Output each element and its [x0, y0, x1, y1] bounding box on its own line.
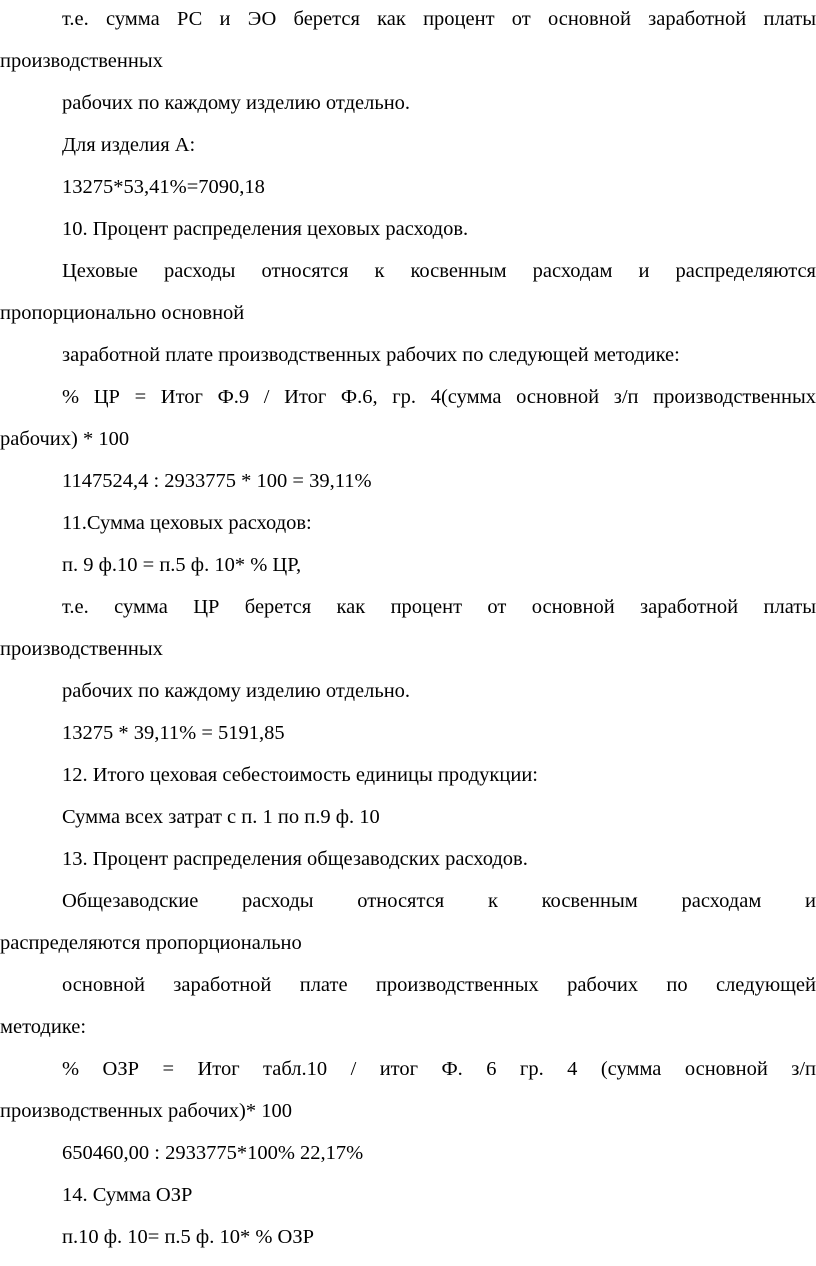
text-line: производственных — [0, 638, 163, 660]
text-line: методике: — [0, 1016, 87, 1038]
section-heading: 12. Итого цеховая себестоимость единицы продукции: — [62, 764, 539, 786]
text-line: производственных — [0, 50, 163, 72]
text-line: Сумма всех затрат с п. 1 по п.9 ф. 10 — [62, 806, 380, 828]
section-heading: 14. Сумма ОЗР — [62, 1184, 193, 1206]
section-heading: 11.Сумма цеховых расходов: — [62, 512, 312, 534]
formula-line: производственных рабочих)* 100 — [0, 1100, 292, 1122]
formula-line: рабочих) * 100 — [0, 428, 130, 450]
section-heading: 13. Процент распределения общезаводских расходов. — [62, 848, 528, 870]
formula-line: 1147524,4 : 2933775 * 100 = 39,11% — [62, 470, 372, 492]
text-line: основной заработной плате производственных рабочих по следующей — [62, 974, 816, 996]
section-heading: 10. Процент распределения цеховых расходов. — [62, 218, 469, 240]
text-line: Для изделия А: — [62, 134, 196, 156]
formula-line: 650460,00 : 2933775*100% 22,17% — [62, 1142, 364, 1164]
formula-line: п.10 ф. 10= п.5 ф. 10* % ОЗР — [62, 1226, 314, 1248]
text-line: рабочих по каждому изделию отдельно. — [62, 680, 411, 702]
formula-line: 13275 * 39,11% = 5191,85 — [62, 722, 285, 744]
text-line: Цеховые расходы относятся к косвенным расходам и распределяются — [62, 260, 816, 282]
text-line: т.е. сумма ЦР берется как процент от основной заработной платы — [62, 596, 816, 618]
text-line: пропорционально основной — [0, 302, 245, 324]
formula-line: 13275*53,41%=7090,18 — [62, 176, 265, 198]
text-line: рабочих по каждому изделию отдельно. — [62, 92, 411, 114]
text-line: т.е. сумма РС и ЭО берется как процент от основной заработной платы — [62, 8, 816, 30]
text-line: Общезаводские расходы относятся к косвенным расходам и — [62, 890, 816, 912]
formula-line: % ЦР = Итог Ф.9 / Итог Ф.6, гр. 4(сумма основной з/п производственных — [62, 386, 816, 408]
text-line: распределяются пропорционально — [0, 932, 302, 954]
text-line: заработной плате производственных рабочих по следующей методике: — [62, 344, 680, 366]
formula-line: % ОЗР = Итог табл.10 / итог Ф. 6 гр. 4 (сумма основной з/п — [62, 1058, 816, 1080]
formula-line: п. 9 ф.10 = п.5 ф. 10* % ЦР, — [62, 554, 302, 576]
